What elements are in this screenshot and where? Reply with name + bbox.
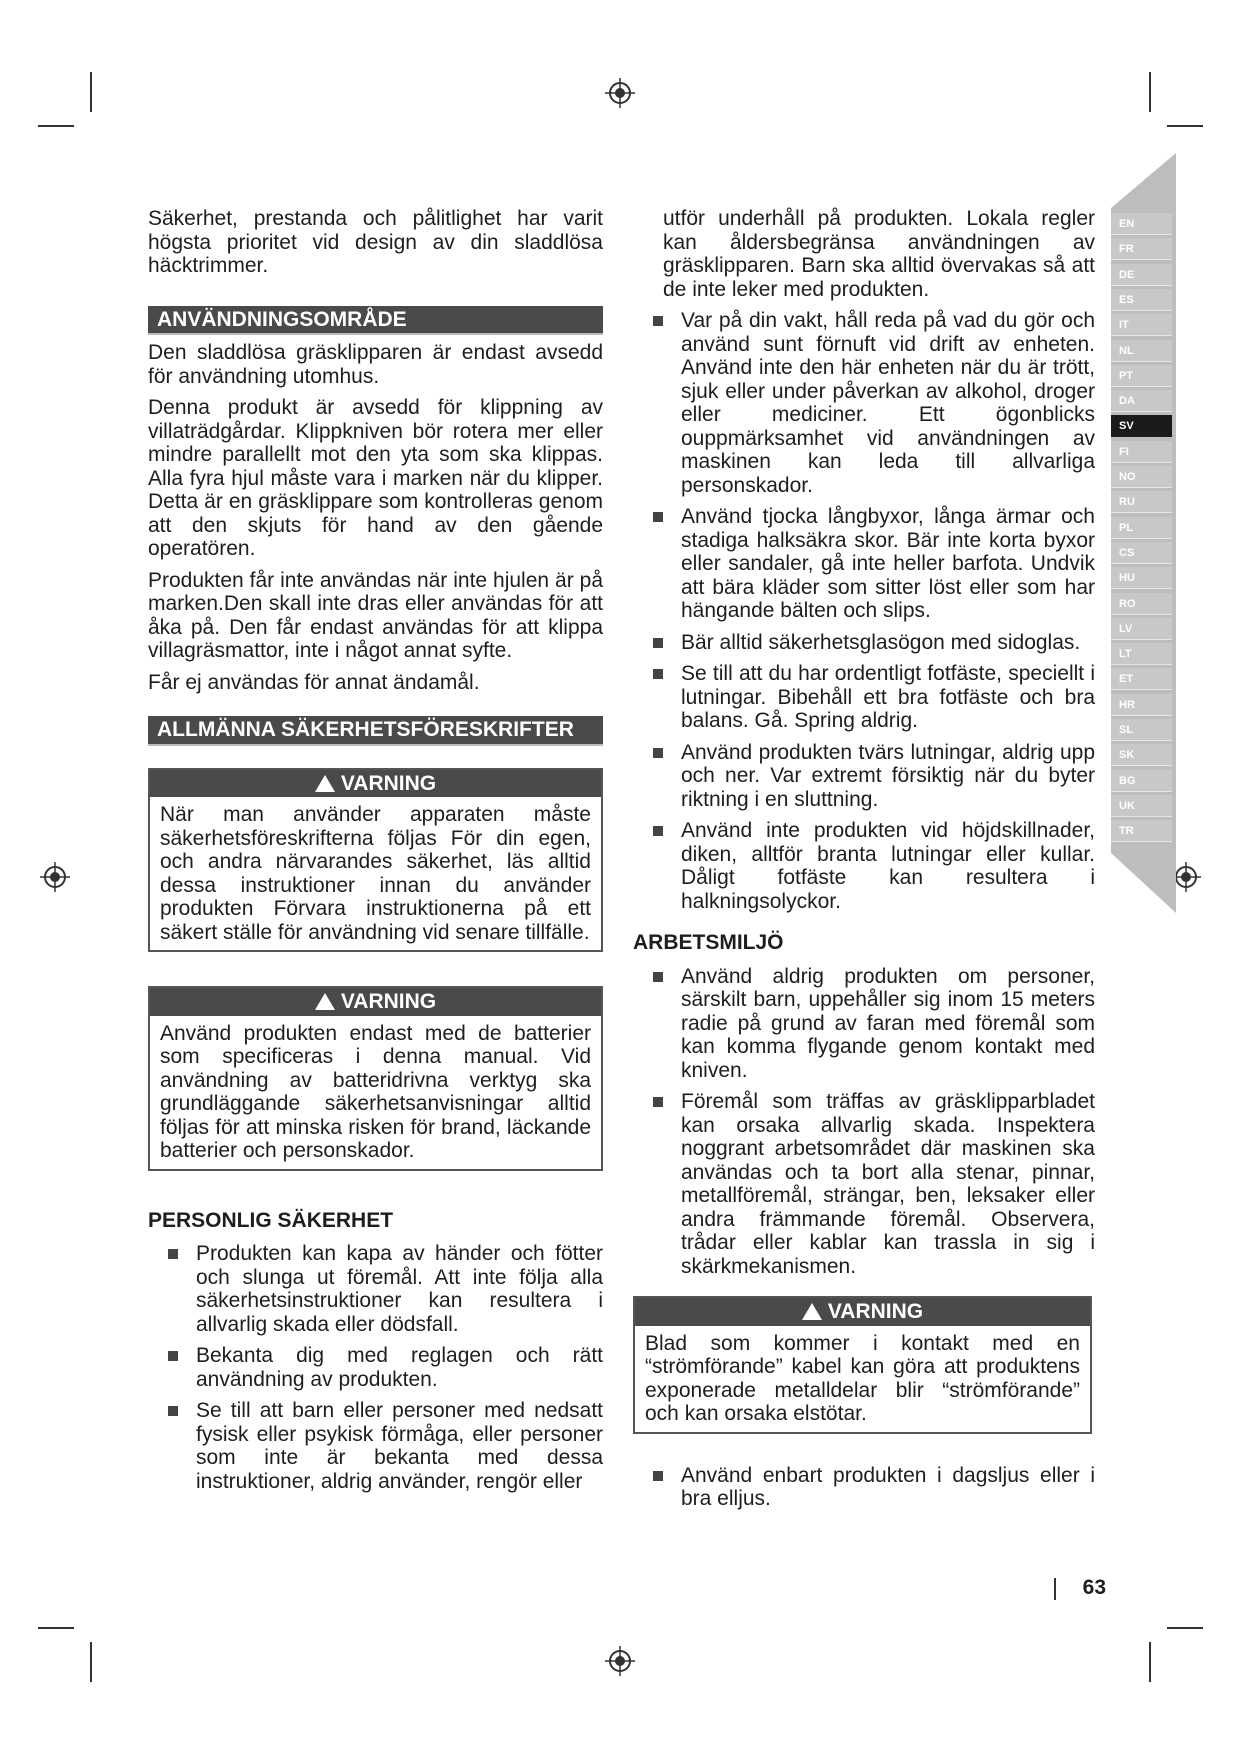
section-title-work-environment: ARBETSMILJÖ xyxy=(633,931,784,954)
registration-mark-icon xyxy=(40,862,70,892)
language-tab xyxy=(1111,153,1176,913)
language-tab-pt: PT xyxy=(1111,365,1172,387)
bullet-square-icon xyxy=(653,669,663,679)
bullet-square-icon xyxy=(653,638,663,648)
list-item: Se till att barn eller personer med nedsatt fysisk eller psykisk förmåga, eller personer som inte är bekanta med dessa instruktioner, aldrig använder, rengör eller xyxy=(168,1399,603,1493)
section-title-usage: ANVÄNDNINGSOMRÅDE xyxy=(148,306,603,336)
warning-title: VARNING xyxy=(827,1300,924,1323)
language-tab-lt: LT xyxy=(1111,643,1172,665)
bullet-square-icon xyxy=(653,972,663,982)
list-item: Bekanta dig med reglagen och rätt användning av produkten. xyxy=(168,1344,603,1391)
left-column xyxy=(148,207,603,1501)
language-tab-tr: TR xyxy=(1111,820,1172,842)
usage-paragraph: Denna produkt är avsedd för klippning av villaträdgårdar. Klippkniven bör rotera mer eller mindre parallellt mot den yta som ska klippas. Alla fyra hjul måste vara i marken när du klipper. Detta är en gräsklippare som kontrolleras genom att den skjuts för hand av den gående operatören. xyxy=(148,396,603,560)
crop-mark xyxy=(1149,72,1151,112)
list-item: Se till att du har ordentligt fotfäste, speciellt i lutningar. Bibehåll ett bra fotfäste och bra balans. Gå. Spring aldrig. xyxy=(653,662,1095,733)
bullet-square-icon xyxy=(653,512,663,522)
language-tab-lv: LV xyxy=(1111,618,1172,640)
crop-mark xyxy=(1167,1627,1203,1629)
bullet-square-icon xyxy=(653,316,663,326)
warning-header xyxy=(635,1298,1090,1326)
continued-paragraph: utför underhåll på produkten. Lokala regler kan åldersbegränsa användningen av gräsklipparen. Barn ska alltid övervakas så att de inte leker med produkten. xyxy=(663,207,1095,301)
usage-paragraph: Får ej användas för annat ändamål. xyxy=(148,670,480,694)
crop-mark xyxy=(1149,1642,1151,1682)
bullet-square-icon xyxy=(168,1351,178,1361)
language-tab-fi: FI xyxy=(1111,441,1172,463)
registration-mark-icon xyxy=(605,1646,635,1676)
language-tab-nl: NL xyxy=(1111,340,1172,362)
warning-title: VARNING xyxy=(340,771,437,795)
language-tab-de: DE xyxy=(1111,264,1172,286)
language-tab-no: NO xyxy=(1111,466,1172,488)
bullet-square-icon xyxy=(653,1097,663,1107)
usage-paragraph: Den sladdlösa gräsklipparen är endast avsedd för användning utomhus. xyxy=(148,341,603,388)
warning-header xyxy=(150,988,601,1016)
bullet-square-icon xyxy=(653,1471,663,1481)
language-tab-hu: HU xyxy=(1111,567,1172,589)
warning-box xyxy=(148,768,603,953)
language-tab-sv: SV xyxy=(1111,415,1172,437)
list-item: Använd tjocka långbyxor, långa ärmar och stadiga halksäkra skor. Bär inte korta byxor eller sandaler, gå inte heller barfota. Undvik att bära kläder som sitter löst eller som har hängande bälten och slips. xyxy=(653,505,1095,623)
warning-title: VARNING xyxy=(340,990,437,1013)
bullet-square-icon xyxy=(168,1406,178,1416)
crop-mark xyxy=(90,1642,92,1682)
crop-mark xyxy=(1167,125,1203,127)
language-tab-en: EN xyxy=(1111,213,1172,235)
page-number-divider xyxy=(1054,1578,1056,1600)
language-tab-sl: SL xyxy=(1111,719,1172,741)
warning-triangle-icon xyxy=(315,775,335,792)
language-tab-bg: BG xyxy=(1111,770,1172,792)
warning-text: Blad som kommer i kontakt med en “strömförande” kabel kan göra att produktens exponerade metalldelar blir “strömförande” och kan orsaka elstötar. xyxy=(645,1331,1080,1425)
list-item: Föremål som träffas av gräsklipparbladet kan orsaka allvarlig skada. Inspektera noggrant arbetsområdet där maskinen ska användas och ta bort alla stenar, pinnar, metallföremål, strängar, ben, leksaker eller andra främmande föremål. Observera, trådar eller kablar kan trassla in sig i skärkmekanismen. xyxy=(653,1090,1095,1278)
language-tab-uk: UK xyxy=(1111,795,1172,817)
list-item: Använd produkten tvärs lutningar, aldrig upp och ner. Var extremt försiktig när du byter riktning i en sluttning. xyxy=(653,741,1095,812)
warning-box xyxy=(633,1296,1092,1434)
list-item: Använd inte produkten vid höjdskillnader, diken, alltför branta lutningar eller kullar. Dåligt fotfäste kan resultera i halkningsolyckor. xyxy=(653,819,1095,913)
language-tab-da: DA xyxy=(1111,390,1172,412)
language-tab-fr: FR xyxy=(1111,238,1172,260)
list-item: Använd aldrig produkten om personer, särskilt barn, uppehåller sig inom 15 meters radie på grund av faran med föremål som kan komma flygande genom kontakt med kniven. xyxy=(653,965,1095,1083)
list-item: Bär alltid säkerhetsglasögon med sidoglas. xyxy=(653,631,1095,655)
list-item: Var på din vakt, håll reda på vad du gör och använd sunt förnuft vid drift av enheten. Använd inte den här enheten när du är trött, sjuk eller under påverkan av alkohol, droger eller mediciner. Ett ögonblicks ouppmärksamhet vid användningen av maskinen kan leda till allvarliga personskador. xyxy=(653,309,1095,497)
language-tab-et: ET xyxy=(1111,668,1172,690)
section-title-personal-safety: PERSONLIG SÄKERHET xyxy=(148,1208,394,1232)
list-item: Produkten kan kapa av händer och fötter och slunga ut föremål. Att inte följa alla säkerhetsinstruktioner kan resultera i allvarlig skada eller dödsfall. xyxy=(168,1242,603,1336)
page-number: 63 xyxy=(1082,1576,1106,1599)
warning-box xyxy=(148,986,603,1171)
registration-mark-icon xyxy=(605,78,635,108)
usage-paragraph: Produkten får inte användas när inte hjulen är på marken.Den skall inte dras eller användas för att åka på. Den får endast användas för att klippa villagräsmattor, inte i något annat syfte. xyxy=(148,568,603,662)
language-tab-ro: RO xyxy=(1111,593,1172,615)
crop-mark xyxy=(38,125,74,127)
warning-text: När man använder apparaten måste säkerhetsföreskrifterna följas För din egen, och andra närvarandes säkerhet, läs alltid dessa instruktioner innan du använder produkten Förvara instruktionerna på ett säkert ställe för användning vid senare tillfälle. xyxy=(160,803,591,944)
bullet-square-icon xyxy=(653,748,663,758)
warning-header xyxy=(150,770,601,798)
bullet-square-icon xyxy=(168,1249,178,1259)
intro-paragraph: Säkerhet, prestanda och pålitlighet har varit högsta prioritet vid design av din sladdlösa häcktrimmer. xyxy=(148,207,603,277)
language-tab-sk: SK xyxy=(1111,744,1172,766)
language-tab-cs: CS xyxy=(1111,542,1172,564)
warning-triangle-icon xyxy=(315,993,335,1010)
language-tab-hr: HR xyxy=(1111,694,1172,716)
language-tab-pl: PL xyxy=(1111,517,1172,539)
language-tab-it: IT xyxy=(1111,314,1172,336)
language-tab-ru: RU xyxy=(1111,491,1172,513)
crop-mark xyxy=(38,1627,74,1629)
warning-text: Använd produkten endast med de batterier som specificeras i denna manual. Vid användning av batteridrivna verktyg ska grundläggande säkerhetsanvisningar alltid följas för att minska risken för brand, läckande batterier och personskador. xyxy=(160,1021,591,1162)
warning-triangle-icon xyxy=(802,1303,822,1320)
section-title-general-safety: ALLMÄNNA SÄKERHETSFÖRESKRIFTER xyxy=(148,716,603,746)
right-column xyxy=(633,207,1095,1519)
list-item: Använd enbart produkten i dagsljus eller i bra elljus. xyxy=(653,1464,1095,1511)
crop-mark xyxy=(90,72,92,112)
bullet-square-icon xyxy=(653,826,663,836)
language-tab-es: ES xyxy=(1111,289,1172,311)
